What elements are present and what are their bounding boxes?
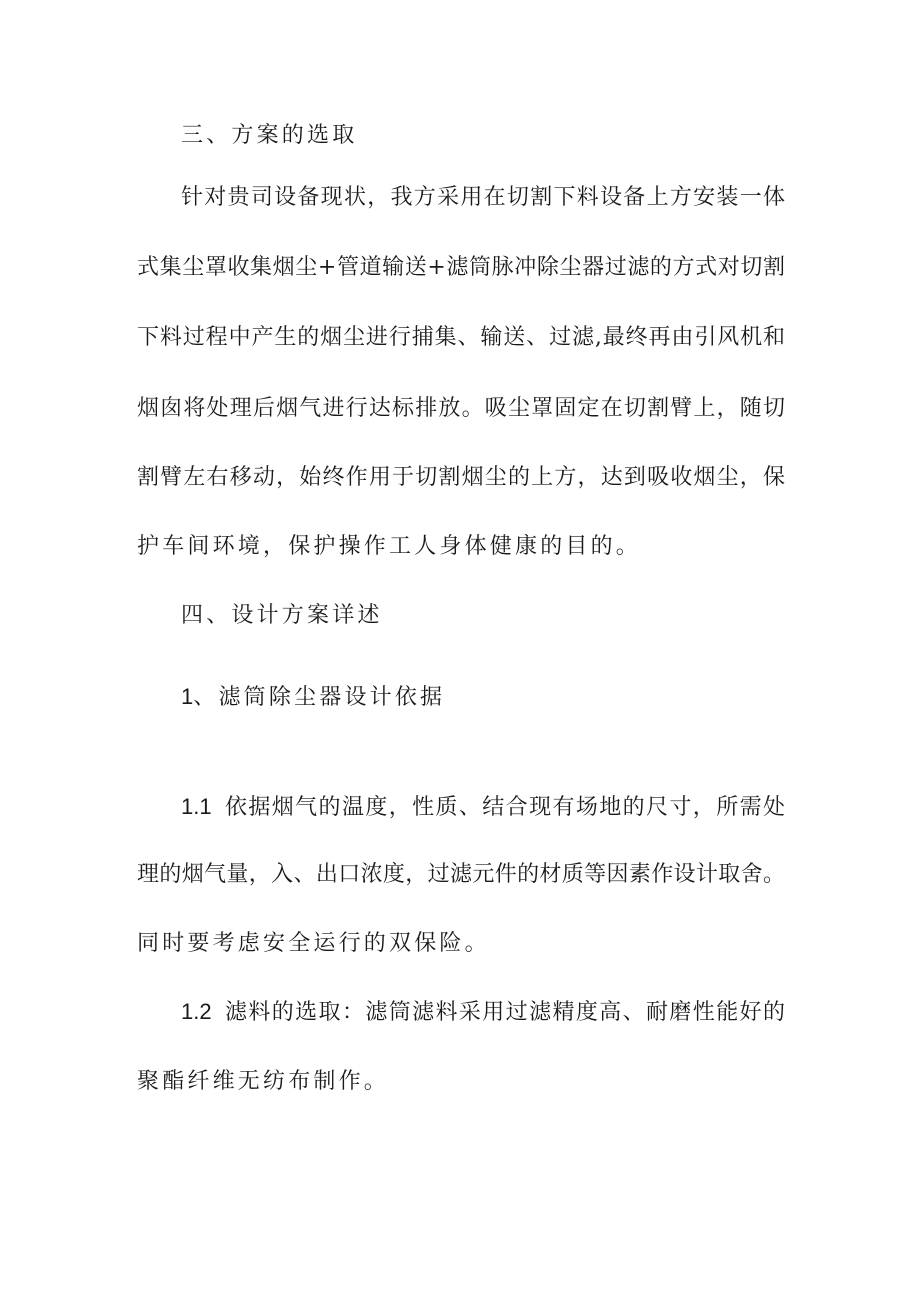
section-3-line-3-text: 下料过程中产生的烟尘进行捕集、输送、过滤,最终再由引风机和 bbox=[137, 325, 785, 350]
section-3-line-4-text: 烟囱将处理后烟气进行达标排放。吸尘罩固定在切割臂上，随切 bbox=[137, 396, 785, 421]
section-3-line-6: 护车间环境，保护操作工人身体健康的目的。 bbox=[137, 534, 642, 559]
item-1-2-number: 1.2 bbox=[181, 999, 212, 1024]
section-3-heading: 三、方案的选取 bbox=[181, 123, 358, 148]
item-1-2-line-2: 聚酯纤维无纺布制作。 bbox=[137, 1069, 390, 1094]
section-3-line-2 bbox=[137, 257, 785, 279]
item-1-1-line-3: 同时要考虑安全运行的双保险。 bbox=[137, 931, 490, 956]
item-1-1-line-1-text: 依据烟气的温度，性质、结合现有场地的尺寸，所需处 bbox=[223, 795, 785, 820]
item-1-1-line-2 bbox=[137, 864, 785, 886]
section-3-line-1-text: 针对贵司设备现状，我方采用在切割下料设备上方安装一体 bbox=[181, 185, 785, 210]
section-3-line-5-text: 割臂左右移动，始终作用于切割烟尘的上方，达到吸收烟尘，保 bbox=[137, 465, 785, 490]
subsection-1-number: 1 bbox=[181, 684, 194, 709]
section-3-line-3 bbox=[137, 327, 785, 349]
item-1-1-line-2-text: 理的烟气量，入、出口浓度，过滤元件的材质等因素作设计取舍。 bbox=[137, 862, 785, 887]
section-3-line-4 bbox=[137, 398, 785, 420]
section-3-line-1 bbox=[181, 187, 785, 209]
item-1-1-number: 1.1 bbox=[181, 794, 212, 819]
item-1-2-line-1-text: 滤料的选取：滤筒滤料采用过滤精度高、耐磨性能好的 bbox=[223, 1000, 785, 1025]
item-1-1-line-1 bbox=[181, 796, 785, 819]
subsection-1-title: 、滤筒除尘器设计依据 bbox=[193, 685, 446, 710]
section-4-heading: 四、设计方案详述 bbox=[181, 603, 383, 628]
section-3-line-5 bbox=[137, 467, 785, 489]
subsection-1-heading bbox=[181, 686, 445, 709]
item-1-2-line-1 bbox=[181, 1001, 785, 1024]
section-3-line-2-text: 式集尘罩收集烟尘+管道输送+滤筒脉冲除尘器过滤的方式对切割 bbox=[137, 255, 785, 280]
